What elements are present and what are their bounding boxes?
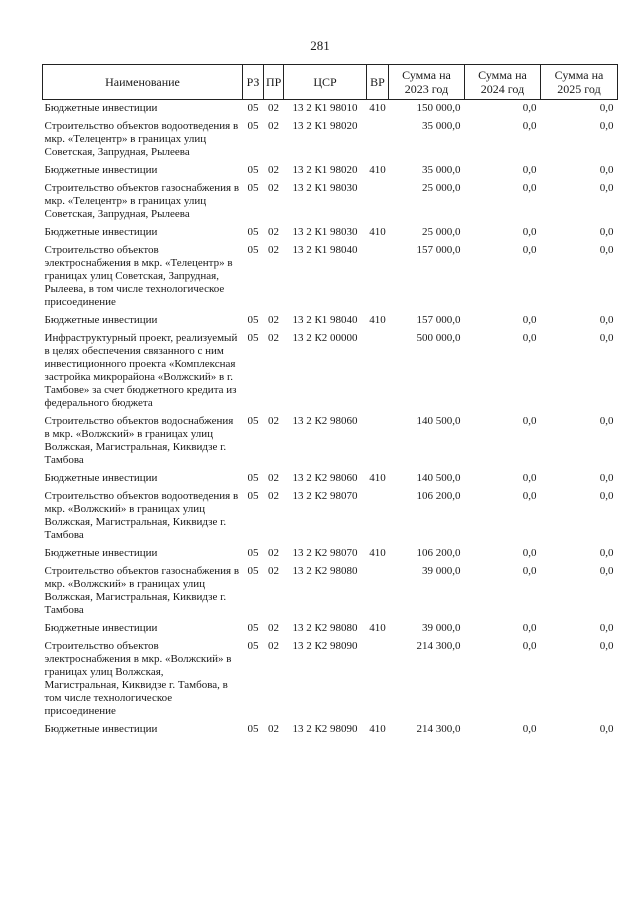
cell-vr — [367, 242, 389, 312]
table-row — [43, 100, 618, 119]
cell-vr — [367, 638, 389, 721]
table-row — [43, 721, 618, 739]
cell-sum-2023: 39 000,0 — [422, 565, 461, 577]
cell-sum-2023: 39 000,0 — [422, 622, 461, 634]
cell-sum-2025: 0,0 — [599, 182, 614, 194]
table-row — [43, 413, 618, 470]
cell-pr: 02 — [268, 332, 279, 344]
cell-sum-2024: 0,0 — [522, 547, 537, 559]
cell-name: Бюджетные инвестиции — [44, 723, 158, 735]
cell-vr: 410 — [369, 314, 386, 326]
cell-vr — [367, 180, 389, 224]
cell-pr: 02 — [268, 640, 279, 652]
table-row — [43, 242, 618, 312]
cell-rz: 05 — [247, 244, 259, 256]
cell-pr: 02 — [268, 565, 279, 577]
cell-rz: 05 — [247, 723, 259, 735]
cell-rz: 05 — [247, 490, 259, 502]
header-sum-2024: Сумма на 2024 год — [465, 65, 541, 100]
cell-sum-2023: 106 200,0 — [416, 547, 461, 559]
cell-pr: 02 — [268, 182, 279, 194]
cell-sum-2025: 0,0 — [599, 244, 614, 256]
cell-vr: 410 — [369, 622, 386, 634]
cell-sum-2024: 0,0 — [522, 164, 537, 176]
header-sum-2023: Сумма на 2023 год — [389, 65, 465, 100]
cell-name: Строительство объектов газоснабжения в мкр. «Волжский» в границах улиц Волжская, Магистральная, Киквидзе г. Тамбова — [44, 565, 240, 616]
cell-name: Бюджетные инвестиции — [44, 547, 158, 559]
cell-sum-2024: 0,0 — [522, 565, 537, 577]
cell-pr: 02 — [268, 472, 279, 484]
header-rz: РЗ — [243, 65, 264, 100]
cell-rz: 05 — [247, 565, 259, 577]
cell-pr: 02 — [268, 547, 279, 559]
cell-csr: 13 2 К2 98070 — [292, 547, 358, 559]
cell-rz: 05 — [247, 120, 259, 132]
budget-table — [42, 64, 618, 739]
cell-sum-2024: 0,0 — [522, 102, 537, 114]
cell-sum-2024: 0,0 — [522, 226, 537, 238]
cell-pr: 02 — [268, 622, 279, 634]
cell-sum-2025: 0,0 — [599, 490, 614, 502]
cell-rz: 05 — [247, 622, 259, 634]
cell-vr — [367, 488, 389, 545]
cell-vr: 410 — [369, 102, 386, 114]
header-pr: ПР — [264, 65, 284, 100]
cell-pr: 02 — [268, 226, 279, 238]
cell-sum-2024: 0,0 — [522, 472, 537, 484]
cell-sum-2023: 140 500,0 — [416, 415, 461, 427]
cell-csr: 13 2 К2 98060 — [292, 415, 358, 427]
cell-sum-2023: 150 000,0 — [416, 102, 461, 114]
table-row — [43, 162, 618, 180]
cell-pr: 02 — [268, 314, 279, 326]
cell-pr: 02 — [268, 102, 279, 114]
cell-sum-2025: 0,0 — [599, 332, 614, 344]
header-name: Наименование — [43, 65, 243, 100]
cell-rz: 05 — [247, 547, 259, 559]
cell-sum-2025: 0,0 — [599, 314, 614, 326]
cell-sum-2024: 0,0 — [522, 490, 537, 502]
cell-name: Строительство объектов газоснабжения в мкр. «Телецентр» в границах улиц Советская, Запрудная, Рылеева — [44, 182, 240, 220]
cell-name: Строительство объектов электроснабжения в мкр. «Волжский» в границах улиц Волжская, Магистральная, Киквидзе г. Тамбова, в том числе технологическое присоединение — [44, 640, 232, 717]
cell-pr: 02 — [268, 723, 279, 735]
cell-name: Инфраструктурный проект, реализуемый в целях обеспечения связанного с ним инвестиционного проекта «Комплексная застройка микрорайона «Волжский» в г. Тамбове» за счет бюджетного кредита из федерального бюджета — [44, 332, 238, 409]
cell-name: Бюджетные инвестиции — [44, 164, 158, 176]
cell-pr: 02 — [268, 415, 279, 427]
cell-rz: 05 — [247, 226, 259, 238]
cell-pr: 02 — [268, 120, 279, 132]
cell-name: Строительство объектов водоотведения в мкр. «Волжский» в границах улиц Волжская, Магистральная, Киквидзе г. Тамбова — [44, 490, 239, 541]
cell-name: Строительство объектов электроснабжения в мкр. «Телецентр» в границах улиц Советская, Запрудная, Рылеева, в том числе технологическое присоединение — [44, 244, 233, 308]
cell-rz: 05 — [247, 415, 259, 427]
cell-vr — [367, 118, 389, 162]
cell-sum-2025: 0,0 — [599, 565, 614, 577]
table-row — [43, 180, 618, 224]
cell-sum-2023: 214 300,0 — [416, 723, 461, 735]
header-csr: ЦСР — [284, 65, 367, 100]
cell-sum-2023: 140 500,0 — [416, 472, 461, 484]
cell-sum-2023: 157 000,0 — [416, 314, 461, 326]
cell-csr: 13 2 К1 98010 — [292, 102, 358, 114]
cell-sum-2025: 0,0 — [599, 547, 614, 559]
cell-sum-2023: 35 000,0 — [422, 120, 461, 132]
header-sum-2025: Сумма на 2025 год — [541, 65, 618, 100]
cell-vr: 410 — [369, 164, 386, 176]
cell-csr: 13 2 К2 98080 — [292, 565, 358, 577]
table-row — [43, 638, 618, 721]
cell-sum-2024: 0,0 — [522, 244, 537, 256]
table-row — [43, 545, 618, 563]
cell-sum-2025: 0,0 — [599, 723, 614, 735]
cell-csr: 13 2 К2 98060 — [292, 472, 358, 484]
cell-name: Строительство объектов водоснабжения в мкр. «Волжский» в границах улиц Волжская, Магистральная, Киквидзе г. Тамбова — [44, 415, 234, 466]
cell-sum-2025: 0,0 — [599, 472, 614, 484]
table-row — [43, 563, 618, 620]
table-row — [43, 488, 618, 545]
cell-vr: 410 — [369, 547, 386, 559]
table-row — [43, 118, 618, 162]
cell-sum-2024: 0,0 — [522, 723, 537, 735]
table-header — [43, 65, 618, 100]
cell-csr: 13 2 К1 98030 — [292, 226, 358, 238]
cell-rz: 05 — [247, 472, 259, 484]
cell-csr: 13 2 К1 98030 — [292, 182, 358, 194]
cell-sum-2025: 0,0 — [599, 226, 614, 238]
cell-vr: 410 — [369, 472, 386, 484]
cell-pr: 02 — [268, 490, 279, 502]
cell-sum-2024: 0,0 — [522, 332, 537, 344]
table-row — [43, 470, 618, 488]
cell-sum-2024: 0,0 — [522, 182, 537, 194]
cell-name: Строительство объектов водоотведения в мкр. «Телецентр» в границах улиц Советская, Запрудная, Рылеева — [44, 120, 239, 158]
cell-sum-2023: 25 000,0 — [422, 226, 461, 238]
header-vr: ВР — [367, 65, 389, 100]
cell-csr: 13 2 К2 00000 — [292, 332, 358, 344]
cell-name: Бюджетные инвестиции — [44, 226, 158, 238]
cell-sum-2025: 0,0 — [599, 415, 614, 427]
cell-sum-2024: 0,0 — [522, 120, 537, 132]
cell-csr: 13 2 К2 98090 — [292, 723, 358, 735]
table-row — [43, 312, 618, 330]
cell-sum-2023: 35 000,0 — [422, 164, 461, 176]
cell-sum-2025: 0,0 — [599, 622, 614, 634]
cell-name: Бюджетные инвестиции — [44, 622, 158, 634]
cell-csr: 13 2 К1 98020 — [292, 164, 358, 176]
cell-name: Бюджетные инвестиции — [44, 472, 158, 484]
cell-csr: 13 2 К2 98070 — [292, 490, 358, 502]
cell-csr: 13 2 К2 98080 — [292, 622, 358, 634]
cell-sum-2025: 0,0 — [599, 102, 614, 114]
cell-sum-2023: 214 300,0 — [416, 640, 461, 652]
cell-rz: 05 — [247, 640, 259, 652]
cell-sum-2023: 157 000,0 — [416, 244, 461, 256]
cell-vr: 410 — [369, 226, 386, 238]
cell-pr: 02 — [268, 164, 279, 176]
cell-rz: 05 — [247, 314, 259, 326]
cell-rz: 05 — [247, 182, 259, 194]
cell-sum-2024: 0,0 — [522, 622, 537, 634]
cell-vr — [367, 413, 389, 470]
cell-sum-2024: 0,0 — [522, 415, 537, 427]
cell-rz: 05 — [247, 164, 259, 176]
cell-sum-2025: 0,0 — [599, 164, 614, 176]
cell-pr: 02 — [268, 244, 279, 256]
cell-csr: 13 2 К1 98040 — [292, 244, 358, 256]
cell-sum-2023: 500 000,0 — [416, 332, 461, 344]
cell-csr: 13 2 К2 98090 — [292, 640, 358, 652]
cell-rz: 05 — [247, 102, 259, 114]
cell-sum-2023: 25 000,0 — [422, 182, 461, 194]
table-body — [43, 100, 618, 740]
cell-csr: 13 2 К1 98040 — [292, 314, 358, 326]
cell-sum-2025: 0,0 — [599, 120, 614, 132]
table-row — [43, 330, 618, 413]
cell-csr: 13 2 К1 98020 — [292, 120, 358, 132]
page-number: 281 — [310, 38, 330, 53]
cell-sum-2023: 106 200,0 — [416, 490, 461, 502]
table-row — [43, 224, 618, 242]
cell-sum-2024: 0,0 — [522, 314, 537, 326]
cell-vr — [367, 563, 389, 620]
cell-sum-2025: 0,0 — [599, 640, 614, 652]
cell-vr — [367, 330, 389, 413]
cell-name: Бюджетные инвестиции — [44, 314, 158, 326]
cell-sum-2024: 0,0 — [522, 640, 537, 652]
cell-vr: 410 — [369, 723, 386, 735]
cell-rz: 05 — [247, 332, 259, 344]
cell-name: Бюджетные инвестиции — [44, 102, 158, 114]
table-row — [43, 620, 618, 638]
